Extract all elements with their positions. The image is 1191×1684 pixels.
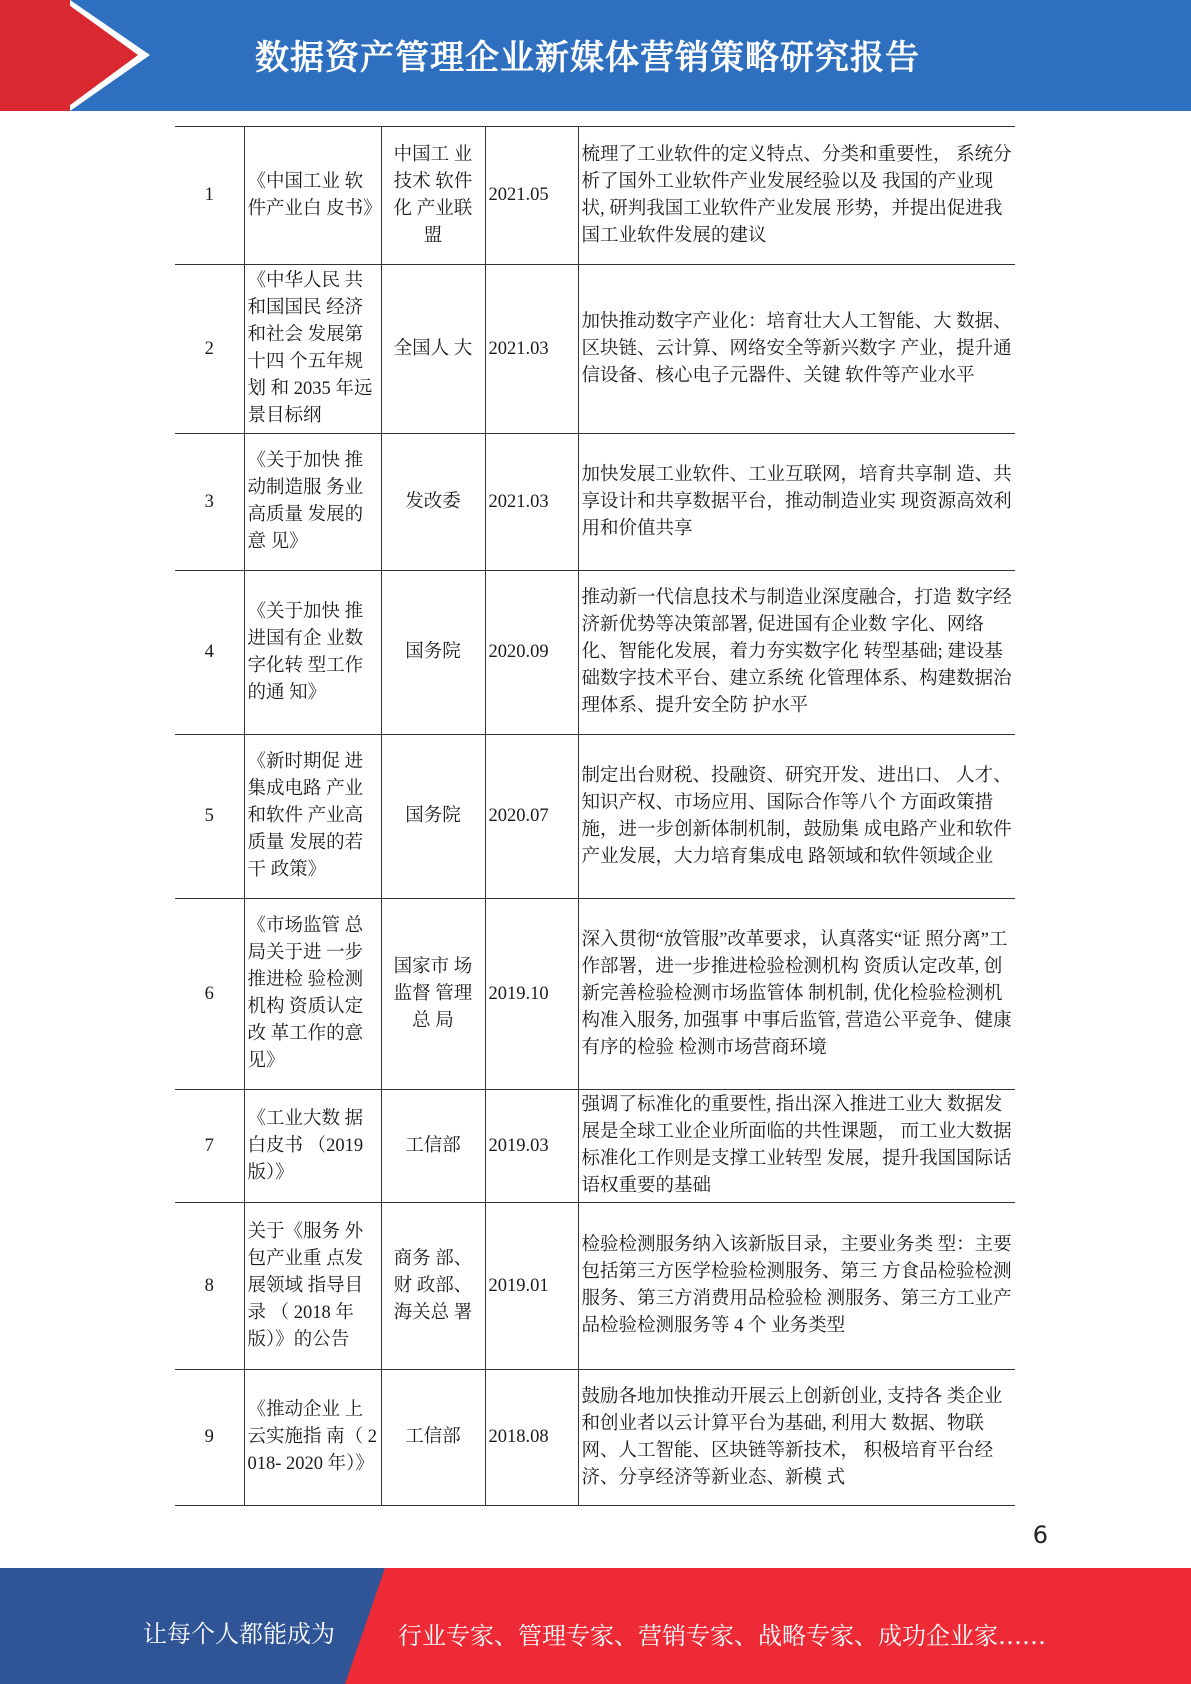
header-red-block <box>0 0 70 111</box>
policy-summary: 强调了标准化的重要性, 指出深入推进工业大 数据发展是全球工业企业所面临的共性课题， 而工业大数据标准化工作则是支撑工业转型 发展，提升我国国际话语权重要的基础 <box>578 1090 1015 1203</box>
row-number: 8 <box>175 1203 244 1370</box>
footer-slogan-left: 让每个人都能成为 <box>143 1620 335 1648</box>
policy-summary: 梳理了工业软件的定义特点、分类和重要性， 系统分析了国外工业软件产业发展经验以及 我国的产业现状, 研判我国工业软件产业发展 形势，并提出促进我国工业软件发展的建议 <box>578 127 1015 265</box>
issuing-body: 商务 部、财 政部、海关总 署 <box>381 1203 485 1370</box>
table-row <box>175 1203 1015 1370</box>
row-number: 6 <box>175 899 244 1090</box>
policy-summary: 深入贯彻“放管服”改革要求，认真落实“证 照分离”工作部署，进一步推进检验检测机构 资质认定改革, 创新完善检验检测市场监管体 制机制, 优化检验检测机构准入服务, 加强事 中事后监管, 营造公平竞争、健康有序的检验 检测市场营商环境 <box>578 899 1015 1090</box>
page-footer <box>0 1568 1191 1684</box>
issue-date: 2019.10 <box>485 899 578 1090</box>
policy-name: 关于《服务 外包产业重 点发展领域 指导目录 （ 2018 年版）》的公告 <box>244 1203 381 1370</box>
policy-name: 《工业大数 据白皮书 （2019 版）》 <box>244 1090 381 1203</box>
policy-summary: 加快发展工业软件、工业互联网，培育共享制 造、共享设计和共享数据平台，推动制造业实 现资源高效利用和价值共享 <box>578 434 1015 571</box>
issuing-body: 全国人 大 <box>381 265 485 434</box>
issue-date: 2021.05 <box>485 127 578 265</box>
policy-name: 《中华人民 共和国国民 经济和社会 发展第十四 个五年规划 和 2035 年远景目标纲 <box>244 265 381 434</box>
policy-name: 《新时期促 进集成电路 产业和软件 产业高质量 发展的若干 政策》 <box>244 735 381 899</box>
issuing-body: 中国工 业技术 软件化 产业联盟 <box>381 127 485 265</box>
report-title: 数据资产管理企业新媒体营销策略研究报告 <box>255 38 920 78</box>
table-row <box>175 735 1015 899</box>
issuing-body: 工信部 <box>381 1090 485 1203</box>
issue-date: 2020.09 <box>485 571 578 735</box>
row-number: 1 <box>175 127 244 265</box>
page-number: 6 <box>1032 1521 1048 1549</box>
policy-summary: 加快推动数字产业化：培育壮大人工智能、大 数据、区块链、云计算、网络安全等新兴数字 产业，提升通信设备、核心电子元器件、关键 软件等产业水平 <box>578 265 1015 434</box>
page-header <box>0 0 1191 111</box>
row-number: 3 <box>175 434 244 571</box>
table-row <box>175 1090 1015 1203</box>
policy-name: 《中国工业 软件产业白 皮书》 <box>244 127 381 265</box>
issuing-body: 国务院 <box>381 735 485 899</box>
policy-summary: 鼓励各地加快推动开展云上创新创业, 支持各 类企业和创业者以云计算平台为基础, 利用大 数据、物联网、人工智能、区块链等新技术， 积极培育平台经济、分享经济等新业态、新模 式 <box>578 1370 1015 1506</box>
row-number: 9 <box>175 1370 244 1506</box>
row-number: 5 <box>175 735 244 899</box>
issuing-body: 国务院 <box>381 571 485 735</box>
issue-date: 2020.07 <box>485 735 578 899</box>
header-red-chevron <box>62 0 138 111</box>
policy-summary: 检验检测服务纳入该新版目录，主要业务类 型：主要包括第三方医学检验检测服务、第三 方食品检验检测服务、第三方消费用品检验检 测服务、第三方工业产品检验检测服务等 4 个 业务类型 <box>578 1203 1015 1370</box>
table-row <box>175 571 1015 735</box>
issuing-body: 国家市 场监督 管理总 局 <box>381 899 485 1090</box>
policy-name: 《推动企业 上云实施指 南（ 2018- 2020 年）》 <box>244 1370 381 1506</box>
issue-date: 2021.03 <box>485 434 578 571</box>
row-number: 4 <box>175 571 244 735</box>
policy-summary: 推动新一代信息技术与制造业深度融合，打造 数字经济新优势等决策部署, 促进国有企业数 字化、网络化、智能化发展，着力夯实数字化 转型基础; 建设基础数字技术平台、建立系统 化管理体系、构建数据治理体系、提升安全防 护水平 <box>578 571 1015 735</box>
policy-name: 《市场监管 总局关于进 一步推进检 验检测机构 资质认定改 革工作的意见》 <box>244 899 381 1090</box>
table-row <box>175 1370 1015 1506</box>
issue-date: 2021.03 <box>485 265 578 434</box>
table-row <box>175 127 1015 265</box>
row-number: 2 <box>175 265 244 434</box>
issuing-body: 发改委 <box>381 434 485 571</box>
policy-summary: 制定出台财税、投融资、研究开发、进出口、 人才、知识产权、市场应用、国际合作等八个 方面政策措施，进一步创新体制机制，鼓励集 成电路产业和软件产业发展，大力培育集成电 路领域和软件领域企业 <box>578 735 1015 899</box>
row-number: 7 <box>175 1090 244 1203</box>
table-row <box>175 434 1015 571</box>
table-row <box>175 899 1015 1090</box>
policy-table <box>175 126 1015 1506</box>
issue-date: 2018.08 <box>485 1370 578 1506</box>
policy-name: 《关于加快 推动制造服 务业高质量 发展的意 见》 <box>244 434 381 571</box>
issuing-body: 工信部 <box>381 1370 485 1506</box>
policy-name: 《关于加快 推进国有企 业数字化转 型工作的通 知》 <box>244 571 381 735</box>
issue-date: 2019.01 <box>485 1203 578 1370</box>
issue-date: 2019.03 <box>485 1090 578 1203</box>
footer-slogan-right: 行业专家、管理专家、营销专家、战略专家、成功企业家…… <box>398 1622 1046 1650</box>
table-row <box>175 265 1015 434</box>
